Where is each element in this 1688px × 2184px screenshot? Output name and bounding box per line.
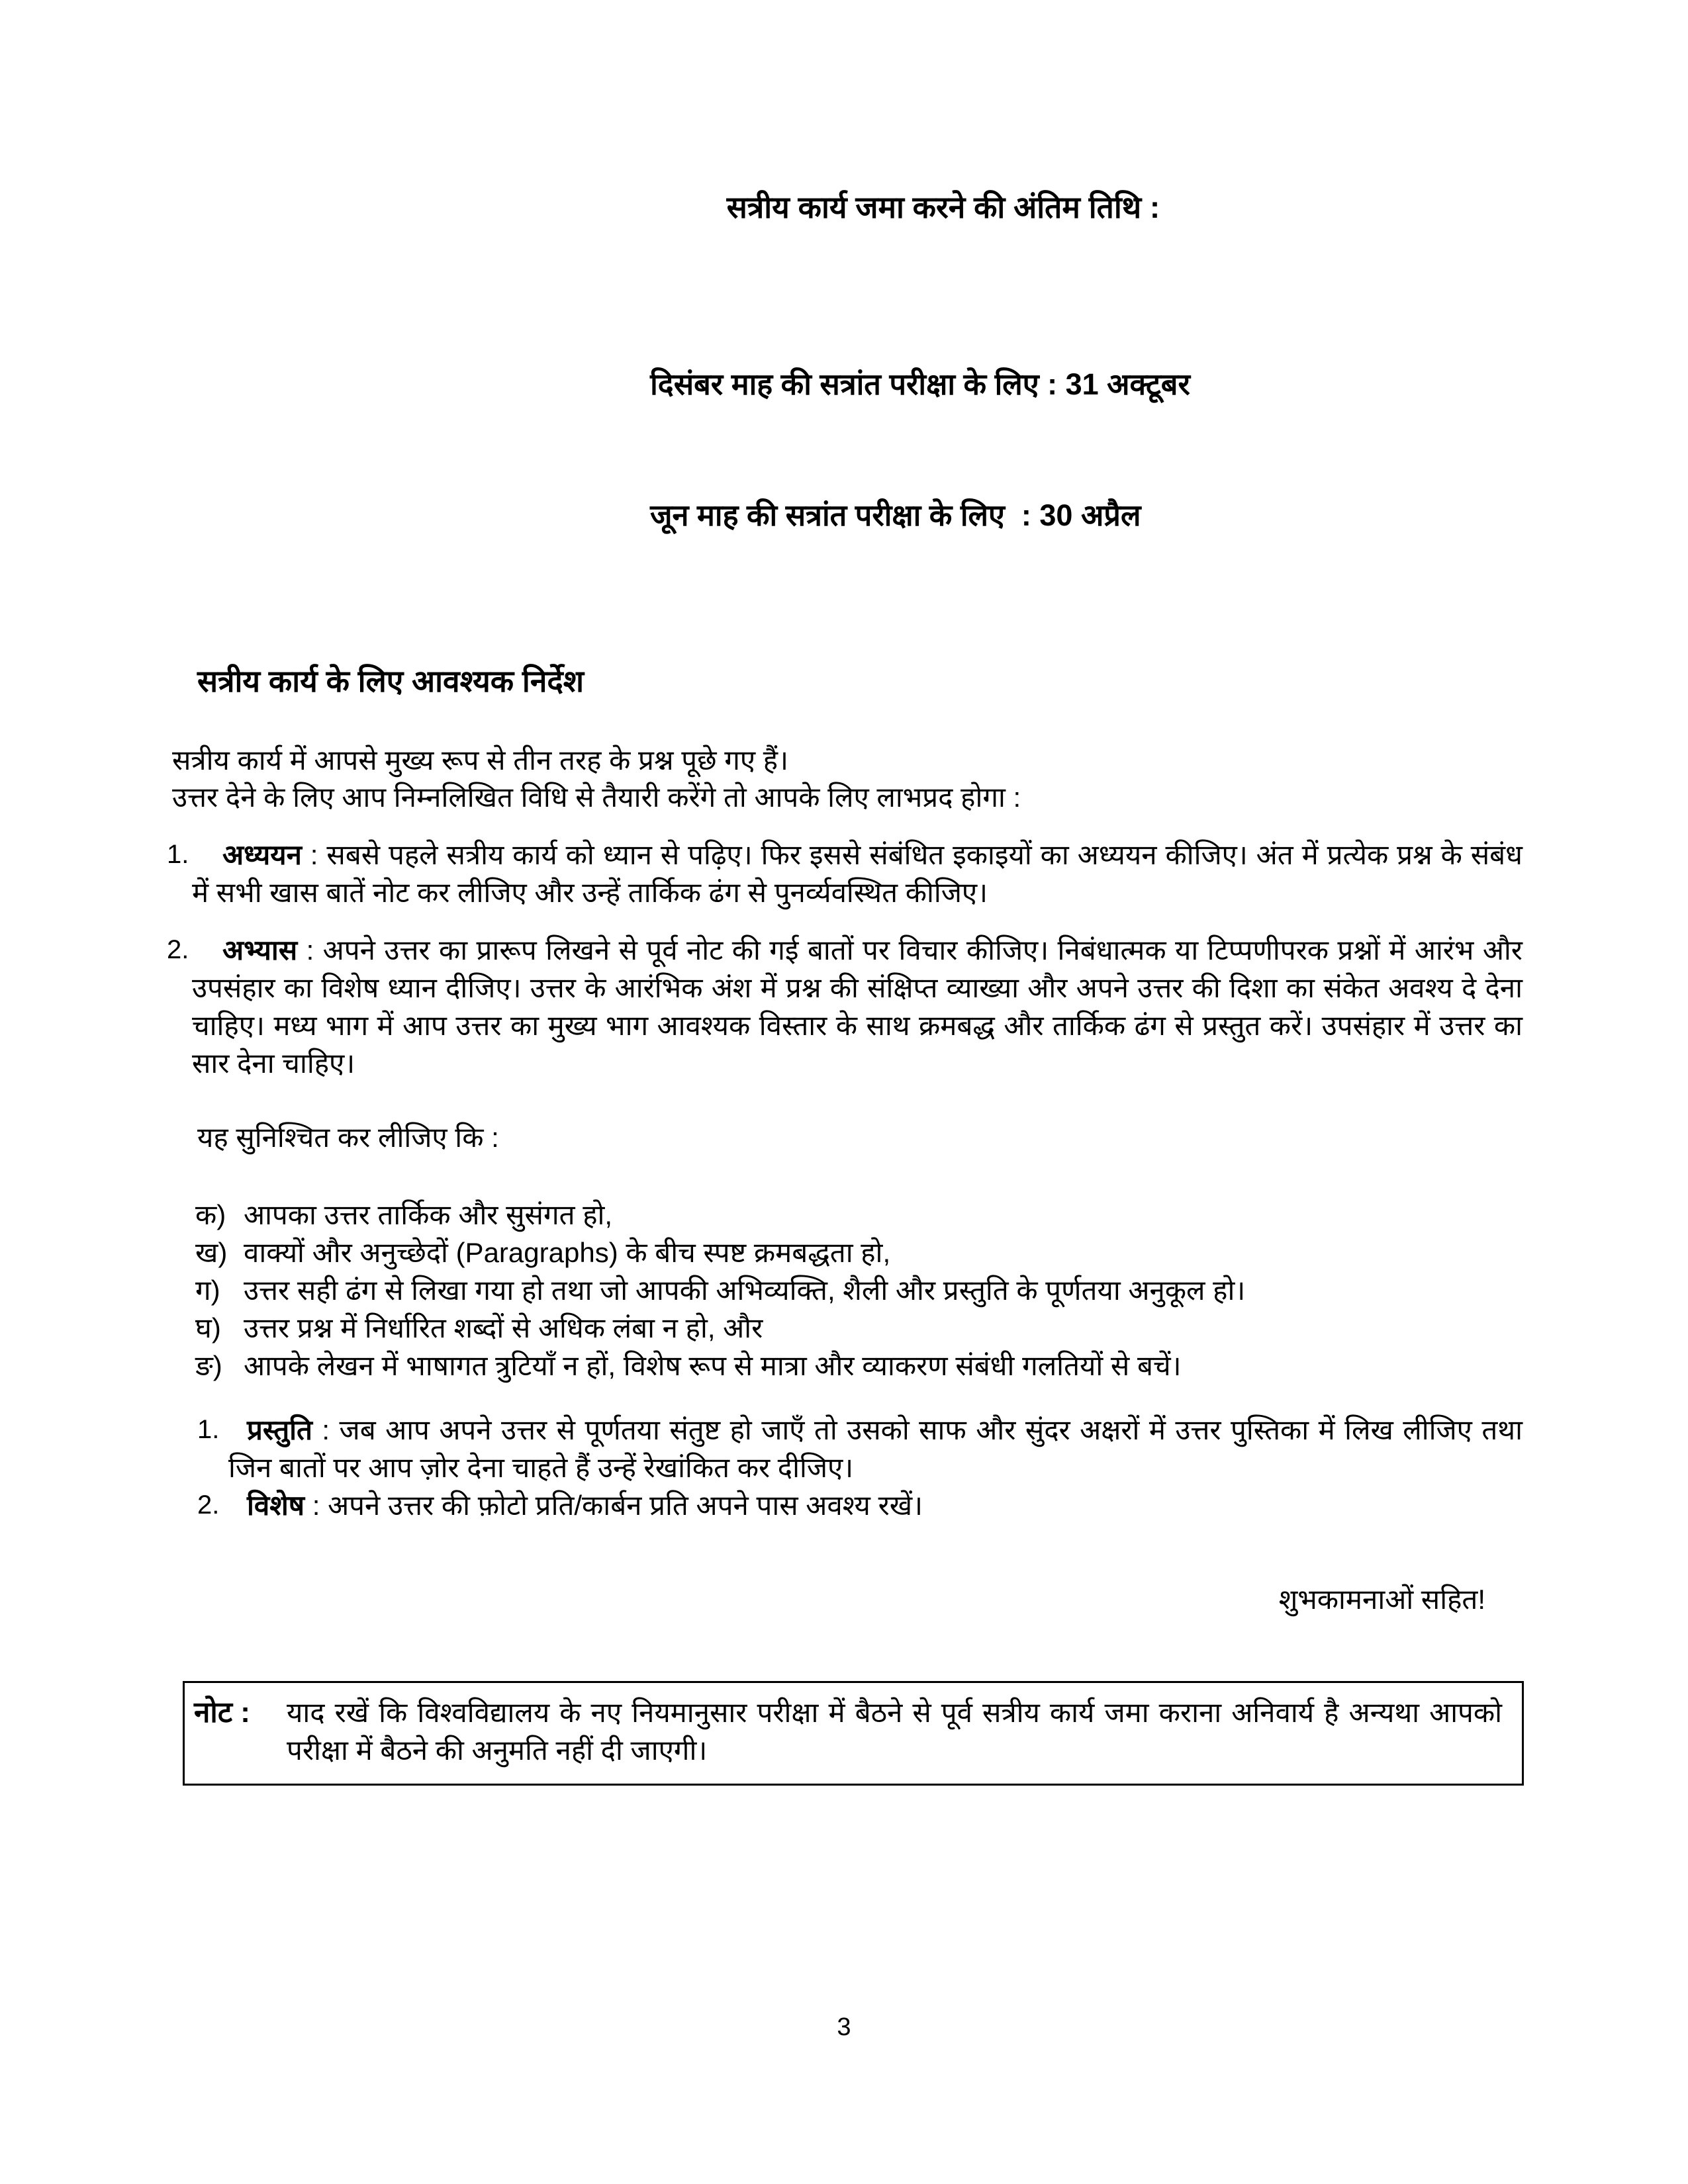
section-heading: सत्रीय कार्य के लिए आवश्यक निर्देश (197, 664, 585, 698)
step-text: : अपने उत्तर का प्रारूप लिखने से पूर्व नोट की गई बातों पर विचार कीजिए। निबंधात्मक या टिप्पणीपरक प्रश्नों में आरंभ और उपसंहार का विशेष ध्यान दीजिए। उत्तर के आरंभिक अंश में प्रश्न की संक्षिप्त व्याख्या और अपने उत्तर की दिशा का संकेत अवश्य दे देना चाहिए। मध्य भाग में आप उत्तर का मुख्य भाग आवश्यक विस्तार के साथ क्रमबद्ध और तार्किक ढंग से प्रस्तुत करें। उपसंहार में उत्तर का सार देना चाहिए। (192, 934, 1523, 1079)
checklist-item (165, 1234, 1523, 1271)
checklist-item (165, 1347, 1523, 1385)
checklist-item (165, 1309, 1523, 1347)
note-box (183, 1681, 1524, 1786)
step-term: अध्ययन (222, 839, 302, 870)
note-text: याद रखें कि विश्वविद्यालय के नए नियमानुसार परीक्षा में बैठने से पूर्व सत्रीय कार्य जमा कराना अनिवार्य है अन्यथा आपको परीक्षा में बैठने की अनुमति नहीं दी जाएगी। (287, 1697, 1502, 1766)
final-step-text: : अपने उत्तर की फ़ोटो प्रति/कार्बन प्रति अपने पास अवश्य रखें। (305, 1490, 923, 1521)
final-step-term: प्रस्तुति (247, 1414, 312, 1445)
step-item-study (165, 836, 1523, 911)
checklist-text: उत्तर प्रश्न में निर्धारित शब्दों से अधिक लंबा न हो, और (244, 1312, 763, 1343)
checklist-marker: क) (195, 1199, 226, 1230)
final-step-number: 2. (197, 1490, 220, 1520)
step-number: 1. (167, 840, 189, 869)
checklist-item (165, 1196, 1523, 1234)
checklist-marker: ङ) (195, 1350, 222, 1381)
intro-line-1: सत्रीय कार्य में आपसे मुख्य रूप से तीन तरह के प्रश्न पूछे गए हैं। (172, 745, 789, 776)
checklist-text: वाक्यों और अनुच्छेदों (Paragraphs) के बीच स्पष्ट क्रमबद्धता हो, (244, 1237, 891, 1268)
checklist-item (165, 1271, 1523, 1309)
intro-paragraph (165, 742, 1523, 816)
intro-line-2: उत्तर देने के लिए आप निम्नलिखित विधि से तैयारी करेंगे तो आपके लिए लाभप्रद होगा : (172, 782, 1021, 813)
checklist-marker: घ) (195, 1312, 221, 1343)
page-number: 3 (837, 2013, 851, 2041)
checklist-text: आपका उत्तर तार्किक और सुसंगत हो, (244, 1199, 613, 1230)
checklist-marker: ख) (195, 1237, 228, 1268)
checklist-marker: ग) (195, 1275, 220, 1306)
deadline-line-december: दिसंबर माह की सत्रांत परीक्षा के लिए : 31 अक्टूबर (650, 367, 1190, 401)
steps-list (165, 836, 1523, 1082)
checklist-text: आपके लेखन में भाषागत त्रुटियाँ न हों, विशेष रूप से मात्रा और व्याकरण संबंधी गलतियों से बचें। (244, 1350, 1182, 1381)
final-steps-list (165, 1411, 1523, 1524)
final-step-item-special (165, 1486, 1523, 1524)
deadline-block (165, 275, 1523, 625)
page-title: सत्रीय कार्य जमा करने की अंतिम तिथि : (726, 190, 1160, 224)
closing-text: शुभकामनाओं सहित! (1278, 1584, 1485, 1615)
final-step-term: विशेष (247, 1490, 305, 1521)
checklist (165, 1196, 1523, 1385)
deadline-line-june: जून माह की सत्रांत परीक्षा के लिए : 30 अप्रैल (650, 498, 1141, 532)
final-step-item-presentation (165, 1411, 1523, 1486)
note-label: नोट : (194, 1696, 250, 1729)
step-text: : सबसे पहले सत्रीय कार्य को ध्यान से पढ़िए। फिर इससे संबंधित इकाइयों का अध्ययन कीजिए। अंत में प्रत्येक प्रश्न के संबंध में सभी खास बातें नोट कर लीजिए और उन्हें तार्किक ढंग से पुनर्व्यवस्थित कीजिए। (192, 839, 1523, 908)
ensure-heading: यह सुनिश्चित कर लीजिए कि : (197, 1122, 499, 1153)
step-number: 2. (167, 935, 189, 964)
final-step-number: 1. (197, 1415, 220, 1444)
checklist-text: उत्तर सही ढंग से लिखा गया हो तथा जो आपकी अभिव्यक्ति, शैली और प्रस्तुति के पूर्णतया अनुकूल हो। (244, 1275, 1246, 1306)
step-term: अभ्यास (222, 934, 298, 966)
final-step-text: : जब आप अपने उत्तर से पूर्णतया संतुष्ट हो जाएँ तो उसको साफ और सुंदर अक्षरों में उत्तर पुस्तिका में लिख लीजिए तथा जिन बातों पर आप ज़ोर देना चाहते हैं उन्हें रेखांकित कर दीजिए। (228, 1414, 1523, 1483)
deadline-lines (650, 275, 1190, 625)
step-item-practice (165, 931, 1523, 1082)
